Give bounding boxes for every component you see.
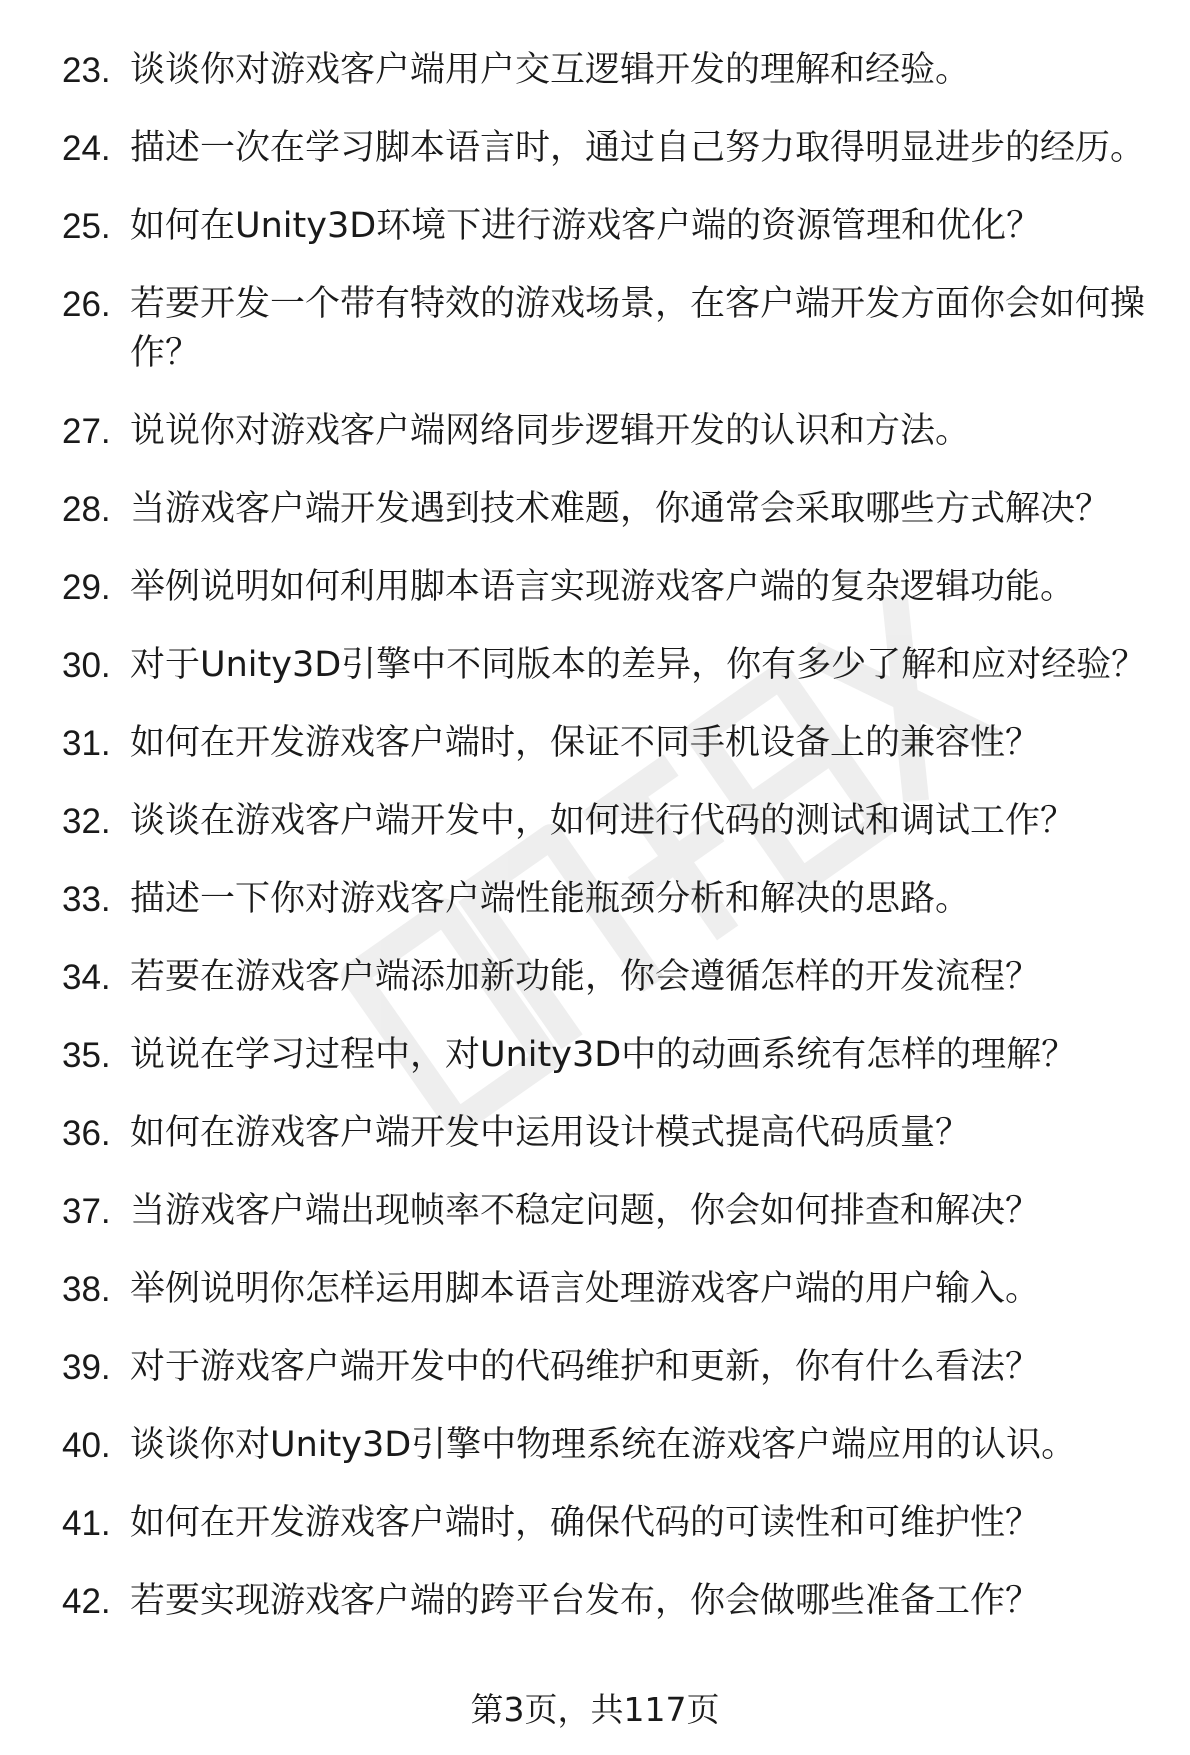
question-text: 若要开发一个带有特效的游戏场景，在客户端开发方面你会如何操作？ [130,284,1146,373]
list-item [62,202,1162,251]
question-number: 31. [62,724,111,763]
list-item [62,485,1162,534]
list-item [62,641,1162,690]
question-text: 描述一下你对游戏客户端性能瓶颈分析和解决的思路。 [130,879,971,919]
question-text: 描述一次在学习脚本语言时，通过自己努力取得明显进步的经历。 [130,128,1146,168]
question-text: 如何在游戏客户端开发中运用设计模式提高代码质量？ [130,1113,971,1153]
question-text: 若要实现游戏客户端的跨平台发布，你会做哪些准备工作？ [130,1581,1041,1621]
question-text: 当游戏客户端出现帧率不稳定问题，你会如何排查和解决？ [130,1191,1041,1231]
list-item [62,953,1162,1002]
list-item [62,1343,1162,1392]
list-item [62,1577,1162,1626]
question-number: 30. [62,646,111,685]
list-item [62,124,1162,173]
list-item [62,1109,1162,1158]
question-text: 当游戏客户端开发遇到技术难题，你通常会采取哪些方式解决？ [130,489,1111,529]
question-number: 38. [62,1270,111,1309]
list-item [62,1499,1162,1548]
question-text: 说说你对游戏客户端网络同步逻辑开发的认识和方法。 [130,411,971,451]
list-item [62,1265,1162,1314]
list-item [62,797,1162,846]
question-number: 24. [62,129,111,168]
question-text: 举例说明你怎样运用脚本语言处理游戏客户端的用户输入。 [130,1269,1041,1309]
question-text: 对于游戏客户端开发中的代码维护和更新，你有什么看法？ [130,1347,1041,1387]
question-number: 33. [62,880,111,919]
question-number: 34. [62,958,111,997]
list-item [62,407,1162,456]
question-text: 如何在开发游戏客户端时，保证不同手机设备上的兼容性？ [130,723,1041,763]
question-number: 26. [62,285,111,324]
question-number: 28. [62,490,111,529]
question-number: 41. [62,1504,111,1543]
question-number: 37. [62,1192,111,1231]
list-item [62,875,1162,924]
list-item [62,719,1162,768]
page-number-footer: 第3页，共117页 [470,1690,720,1729]
question-text: 如何在开发游戏客户端时，确保代码的可读性和可维护性？ [130,1503,1041,1543]
list-item [62,280,1162,378]
question-number: 32. [62,802,111,841]
question-text: 谈谈你对游戏客户端用户交互逻辑开发的理解和经验。 [130,50,971,90]
question-text: 如何在Unity3D环境下进行游戏客户端的资源管理和优化？ [130,206,1042,246]
list-item [62,46,1162,95]
question-text: 若要在游戏客户端添加新功能，你会遵循怎样的开发流程？ [130,957,1041,997]
question-text: 谈谈你对Unity3D引擎中物理系统在游戏客户端应用的认识。 [130,1425,1077,1465]
question-number: 25. [62,207,111,246]
question-number: 27. [62,412,111,451]
list-item [62,1187,1162,1236]
question-number: 23. [62,51,111,90]
question-number: 39. [62,1348,111,1387]
list-item [62,1421,1162,1470]
question-list [62,46,1162,1655]
question-number: 42. [62,1582,111,1621]
question-number: 40. [62,1426,111,1465]
question-number: 36. [62,1114,111,1153]
question-text: 举例说明如何利用脚本语言实现游戏客户端的复杂逻辑功能。 [130,567,1076,607]
list-item [62,1031,1162,1080]
question-text: 谈谈在游戏客户端开发中，如何进行代码的测试和调试工作？ [130,801,1076,841]
question-number: 29. [62,568,111,607]
list-item [62,563,1162,612]
question-text: 说说在学习过程中，对Unity3D中的动画系统有怎样的理解？ [130,1035,1077,1075]
question-text: 对于Unity3D引擎中不同版本的差异，你有多少了解和应对经验？ [130,645,1147,685]
question-number: 35. [62,1036,111,1075]
